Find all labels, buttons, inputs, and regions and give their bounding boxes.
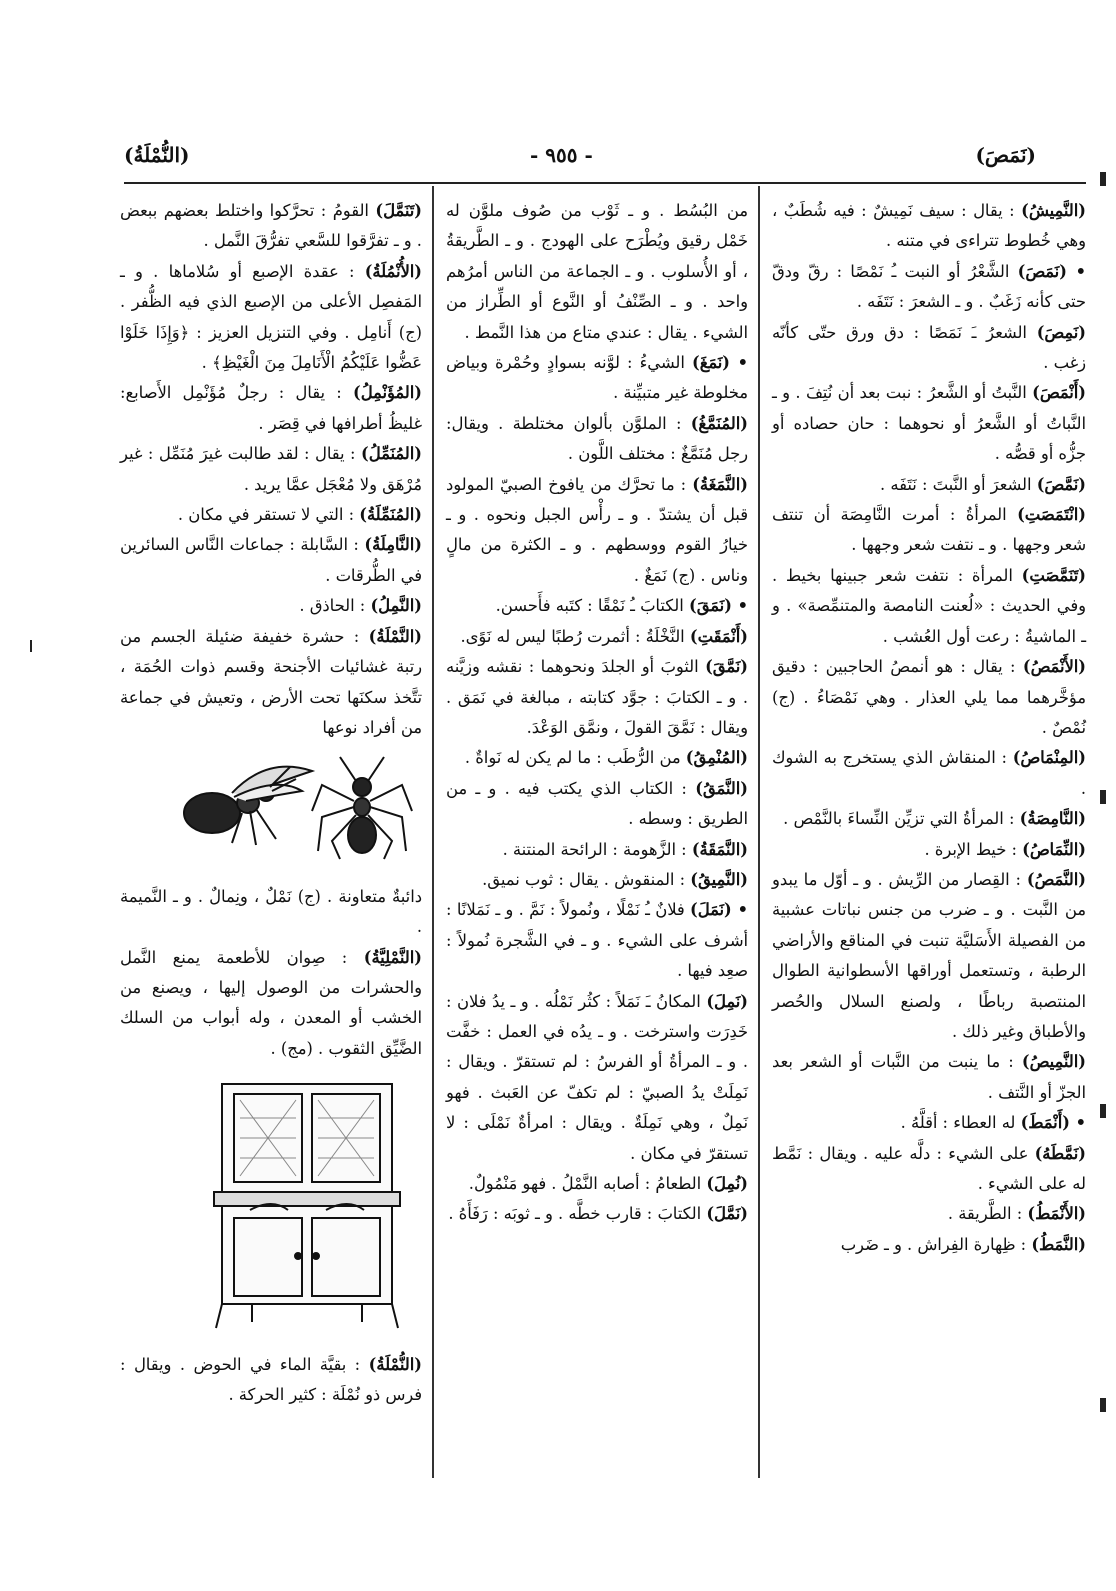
entry-namagha xyxy=(446,348,748,409)
lemma: (المُؤَنْمِلُ) xyxy=(353,383,422,403)
lemma: (المِنْمَاصُ) xyxy=(1012,748,1086,768)
lemma: (أَنْمَقَتِ) xyxy=(689,626,748,646)
definition: : ما تحرَّك من يافوخ الصبيّ المولود قبل أن يشتدّ . و ـ رأْس الجبل ونحوه . و ـ خيارُ القوم ووسطهم . و ـ الكثرة من مالٍ وناس . (ج) نَمَغٌ . xyxy=(446,474,748,585)
entry-an-namagha xyxy=(446,470,748,592)
lemma: (نَمِصَ) xyxy=(1036,322,1086,342)
lemma: (تَنَمَّصَتِ) xyxy=(1021,565,1086,585)
entry-an-namat xyxy=(772,1230,1086,1260)
definition: : السَّابلة : جماعات النَّاس السائرين في الطُّرقات . xyxy=(120,535,422,585)
definition: من الرُّطَب : ما لم يكن له نَواةٌ . xyxy=(464,748,681,768)
margin-mark xyxy=(1100,1104,1106,1118)
ant-illustration xyxy=(172,751,422,861)
entry-an-namaqa xyxy=(446,835,748,865)
entry-namaqa xyxy=(446,591,748,621)
definition: الكتابَ : قارب خطَّه . و ـ ثوبَه : رَفَأَهُ . xyxy=(448,1204,702,1224)
definition: : الكتاب الذي يكتب فيه . و ـ من الطريق : وسطه . xyxy=(446,778,748,829)
definition: من البُسُط . و ـ ثَوْب من صُوف ملوَّن له خَمْل رقيق ويُطْرَح على الهودج . و ـ الطَّريقةُ ، أو الأُسلوب . و ـ الجماعة من الناس أمرُهم واحد . و ـ الصِّنْفُ أو النَّوع أو الطِّراز من الشيء . يقال : عندي متاع من هذا النَّمط . xyxy=(446,201,748,342)
entry-numish xyxy=(772,196,1086,257)
lemma: (الأُنْمُلَةُ) xyxy=(364,261,422,281)
definition: الشَّعْرُ أو النبت ـُ نَمْصًا : رقّ ودقّ حتى كأنه زَغَبٌ . و ـ الشعرَ : نَتَفَه . xyxy=(772,261,1086,312)
lemma: (نُمِلَ) xyxy=(706,1174,748,1193)
lemma: (المُنَمِّلَةُ) xyxy=(359,505,422,525)
entry-al-anmat xyxy=(772,1199,1086,1229)
entry-intamasat xyxy=(772,500,1086,561)
definition: المرأة : نتفت شعر جبينها بخيط . وفي الحديث : «لُعنت النامصة والمتنمِّصة» . و ـ الماشيةُ : رعت أول العُشب . xyxy=(772,565,1086,646)
entry-al-munmiq xyxy=(446,743,748,773)
lemma: (أَنْمَصَ) xyxy=(1032,383,1086,403)
entry-namila xyxy=(446,987,748,1169)
lemma: (النَّمْلَةُ) xyxy=(368,626,422,646)
lemma: (النَّمْلِيَّةُ) xyxy=(363,947,422,967)
food-cabinet-illustration xyxy=(192,1078,422,1333)
entry-al-anmas xyxy=(772,652,1086,743)
definition: الثوبَ أو الجلدَ ونحوهما : نقشه وزيَّنه . و ـ الكتابَ : جوَّد كتابته ، مبالغة في نَمَق . ويقال : نَمَّقَ القولَ ، ونمَّق الوَعْدَ. xyxy=(446,657,748,737)
definition: الشعرَ أو النَّبتَ : نَتَفَه . xyxy=(880,474,1032,494)
lemma: (نَمَّقَ) xyxy=(705,657,748,677)
definition: : بقيَّة الماء في الحوض . ويقال : فرس ذو نُمْلَة : كثير الحركة . xyxy=(120,1354,422,1404)
entry-al-minmas xyxy=(772,743,1086,804)
entry-an-namis xyxy=(772,1047,1086,1108)
header-left-guideword: (النُّمْلَةُ) xyxy=(124,143,190,167)
margin-mark xyxy=(1100,1398,1106,1412)
margin-mark xyxy=(30,640,32,652)
definition: : المنقوش . يقال : ثوب نميق. xyxy=(482,869,686,889)
margin-mark xyxy=(1100,172,1106,186)
definition: النَّخْلَةُ : أثمرت رُطبًا ليس له نَوًى. xyxy=(460,626,685,646)
entry-al-munammagh xyxy=(446,409,748,470)
entry-nammala xyxy=(446,1199,748,1229)
worker-ant-icon xyxy=(312,757,412,859)
entry-anmaqat xyxy=(446,622,748,652)
definition: دائبةٌ متعاونة . (ج) نَمْلٌ ، ونِمالٌ . و ـ النَّميمة . xyxy=(120,886,422,937)
lemma: (النَّمِيقُ) xyxy=(690,869,748,889)
entry-continuation-ant xyxy=(120,882,422,943)
entry-anmasa xyxy=(772,378,1086,469)
lemma: (النَّمِلُ) xyxy=(370,596,422,616)
definition: فلانٌ ـُ نَمْلًا ، ونُمولاً : نَمَّ . و ـ نَمَلانًا : أشرف على الشيء . و ـ في الشَّجرة نُمولاً : صعِد فيها . xyxy=(446,900,748,981)
definition: : يقال : سيف نَمِيشٌ : فيه شُطَبٌ ، وهي خُطوط تتراءى في متنه . xyxy=(772,201,1086,251)
lemma: (نَمَّصَ) xyxy=(1036,474,1086,494)
entry-an-nimas xyxy=(772,835,1086,865)
definition: : الزَّهومة : الرائحة المنتنة . xyxy=(502,839,687,859)
column-divider-left xyxy=(432,186,434,1478)
entry-tanammasat xyxy=(772,561,1086,652)
definition: : ظِهارة الفِراش . و ـ ضَرب xyxy=(840,1234,1027,1254)
entry-al-munammil xyxy=(120,439,422,500)
lemma: (الأَنْمَطُ) xyxy=(1027,1204,1086,1224)
column-divider-right xyxy=(758,186,760,1478)
definition: القومُ : تحرَّكوا واختلط بعضهم ببعض . و ـ تفرَّقوا للسَّعي تفرُّقَ النَّمل . xyxy=(120,201,422,251)
cabinet-icon xyxy=(214,1084,400,1328)
column-right xyxy=(772,196,1086,1260)
entry-namala xyxy=(446,895,748,986)
lemma: • (نَمَلَ) xyxy=(690,900,748,920)
entry-an-namas xyxy=(772,865,1086,1047)
definition: : المرأةُ التي تزيِّن النِّساءَ بالنَّمْص . xyxy=(783,809,1015,829)
lemma: (النَّمَقَةُ) xyxy=(691,839,748,859)
page-number: - ٩٥٥ - xyxy=(530,143,593,167)
definition: على الشيء : دلَّه عليه . ويقال : نَمَّط له على الشيء . xyxy=(772,1143,1086,1193)
lemma: (النَّمَصُ) xyxy=(1026,869,1086,889)
column-middle xyxy=(446,196,748,1230)
entry-nammasa xyxy=(772,470,1086,500)
column-left xyxy=(120,196,422,1410)
margin-mark xyxy=(1100,790,1106,804)
entry-an-namaq xyxy=(446,774,748,835)
definition: : خيط الإبرة . xyxy=(924,839,1017,859)
lemma: • (نَمَصَ) xyxy=(1017,261,1086,281)
entry-numila xyxy=(446,1169,748,1199)
definition: : يقال : رجلٌ مُؤَنْمِل الأَصابع: غليظُ أطرافها في قِصَر . xyxy=(120,383,422,433)
lemma: (النَّمَطُ) xyxy=(1031,1234,1086,1254)
lemma: (نَمَّطَهُ) xyxy=(1034,1143,1086,1163)
lemma: (نَمَّلَ) xyxy=(706,1204,748,1224)
lemma: (انْتَمَصَتِ) xyxy=(1017,505,1086,525)
definition: : الحاذق . xyxy=(299,596,366,616)
entry-anmata xyxy=(772,1108,1086,1138)
entry-namasa xyxy=(772,257,1086,318)
entry-al-munammila xyxy=(120,500,422,530)
lemma: (تَنَمَّلَ) xyxy=(375,201,422,220)
lemma: (النَّمَقُ) xyxy=(695,778,748,798)
lemma: (النِّمَاصُ) xyxy=(1022,839,1086,859)
lemma: (النَّامِلَةُ) xyxy=(364,535,422,555)
entry-nammatahu xyxy=(772,1139,1086,1200)
lemma: (الأَنْمَصُ) xyxy=(1022,657,1086,677)
lemma: (نَمِلَ) xyxy=(706,991,748,1011)
definition: : التي لا تستقر في مكان . xyxy=(177,505,355,525)
lemma: (النَّمِيشُ) xyxy=(1021,201,1086,220)
definition: : ما ينبت من النَّبات أو الشعر بعد الجزّ أو النَّتف . xyxy=(772,1052,1086,1102)
lemma: (المُنَمِّلُ) xyxy=(361,444,422,464)
entry-an-namil xyxy=(120,591,422,621)
entry-namisa xyxy=(772,318,1086,379)
lemma: (النَّمِيصُ) xyxy=(1021,1052,1086,1072)
definition: الشيءُ : لوَّنه بسوادٍ وحُمْرة وبياض مخلوطة غير متبيِّنة . xyxy=(446,353,748,403)
lemma: • (نَمَغَ) xyxy=(691,353,748,373)
entry-al-unmula xyxy=(120,257,422,379)
lemma: (المُنَمَّغُ) xyxy=(690,413,748,433)
definition: النَّبتُ أو الشَّعرُ : نبت بعد أن نُتِفَ . و ـ النَّباتُ أو الشَّعرُ أو نحوهما : حان حصاده أو جزُّه أو قصُّه . xyxy=(772,383,1086,464)
header-right-guideword: (نَمَصَ) xyxy=(975,143,1036,167)
definition: الكتابَ ـُ نَمْقًا : كتَبه فأَحسن. xyxy=(495,596,684,616)
definition: الشعرُ ـَ نَمَصًا : دق ورق حتّى كأنّه زغب . xyxy=(772,322,1086,373)
lemma: • (أَنْمَطَ) xyxy=(1020,1113,1086,1133)
definition: المكانُ ـَ نَمَلاً : كثُر نَمْلُه . و ـ يدُ فلان : خَدِرَت واسترخت . و ـ يدُه في العمل : خفَّت . و ـ المرأةُ أو الفرسُ : لم تستقرّ . ويقال : نَمِلَتْ يدُ الصبيّ : لم تكفّ عن العَبث . فهو نَمِلٌ ، وهي نَمِلَةٌ . ويقال : امرأةٌ نَمْلَى : لا تستقرّ في مكان . xyxy=(446,991,748,1163)
definition: : المنقاش الذي يستخرج به الشوك . xyxy=(772,748,1086,798)
definition: : صِوان للأطعمة يمنع النَّمل والحشرات من الوصول إليها ، ويصنع من الخشب أو المعدن ، وله أبواب من السلك الضَّيِّق الثقوب . (مج) . xyxy=(120,947,422,1058)
definition: المرأةُ : أمرت النَّامِصَة أن تنتف شعر وجهها . و ـ نتفت شعر وجهها . xyxy=(772,505,1086,555)
lemma: (النَّامِصَةُ) xyxy=(1019,809,1086,829)
winged-ant-icon xyxy=(184,767,312,845)
entry-tanammala xyxy=(120,196,422,257)
entry-continuation xyxy=(446,196,748,348)
entry-nammaqa xyxy=(446,652,748,743)
lemma: • (نَمَقَ) xyxy=(688,596,748,616)
lemma: (النُّمْلَةُ) xyxy=(368,1354,422,1374)
definition: : يقال : هو أنمصُ الحاجبين : دقيق مؤخَّرهما مما يلي العذار . وهي نَمْصَاءُ . (ج) نُمْصٌ . xyxy=(772,657,1086,737)
definition: : الملوَّن بألوان مختلطة . ويقال: رجل مُنَمَّغٌ : مختلف اللَّون . xyxy=(446,413,748,464)
definition: له العطاء : أقلَّهُ . xyxy=(900,1113,1016,1133)
definition: : يقال : لقد طالبت غيرَ مُنَمِّل : غير مُرْهَق ولا مُعْجَل عمَّا يريد . xyxy=(120,444,422,494)
entry-an-namila xyxy=(120,530,422,591)
definition: : القِصار من الرِّيش . و ـ أوّل ما يبدو من النَّبت . و ـ ضرب من جنس نباتات عشبية من الفصيلة الأَسَليَّة تنبت في المناقع والأراضي الرطبة ، وتستعمل أوراقها الأسطوانية الطوال المنتصبة رباطًا ، ولصنع السلال والحُصر والأطباق وغير ذلك . xyxy=(772,869,1086,1041)
entry-an-namisa xyxy=(772,804,1086,834)
definition: : عقدة الإصبع أو سُلاماها . و ـ المَفصِل الأعلى من الإصبع الذي فيه الظُّفر . (ج) أَنامِل . وفي التنزيل العزيز : ﴿وَإِذَا خَلَوْا عَضُّوا عَلَيْكُمُ الْأَنَامِلَ مِنَ الْغَيْظِ﴾ . xyxy=(120,261,422,373)
definition: الطعامُ : أصابه النَّمْلُ . فهو مَنْمُولٌ. xyxy=(468,1174,702,1193)
entry-an-namliyya xyxy=(120,943,422,1065)
entry-an-numla xyxy=(120,1350,422,1411)
lemma: (المُنْمِقُ) xyxy=(685,748,748,768)
entry-al-muanmil xyxy=(120,378,422,439)
entry-an-namla xyxy=(120,622,422,744)
entry-an-namiq xyxy=(446,865,748,895)
definition: : الطَّريقة . xyxy=(947,1204,1023,1224)
header-rule xyxy=(124,182,1086,184)
lemma: (النَّمَغَةُ) xyxy=(692,474,748,494)
definition: : حشرة خفيفة ضئيلة الجسم من رتبة غشائيات الأجنحة وقسم ذوات الحُمَة ، تتَّخذ سكنَها تحت الأرض ، وتعيش في جماعة من أفراد نوعها xyxy=(120,626,422,737)
